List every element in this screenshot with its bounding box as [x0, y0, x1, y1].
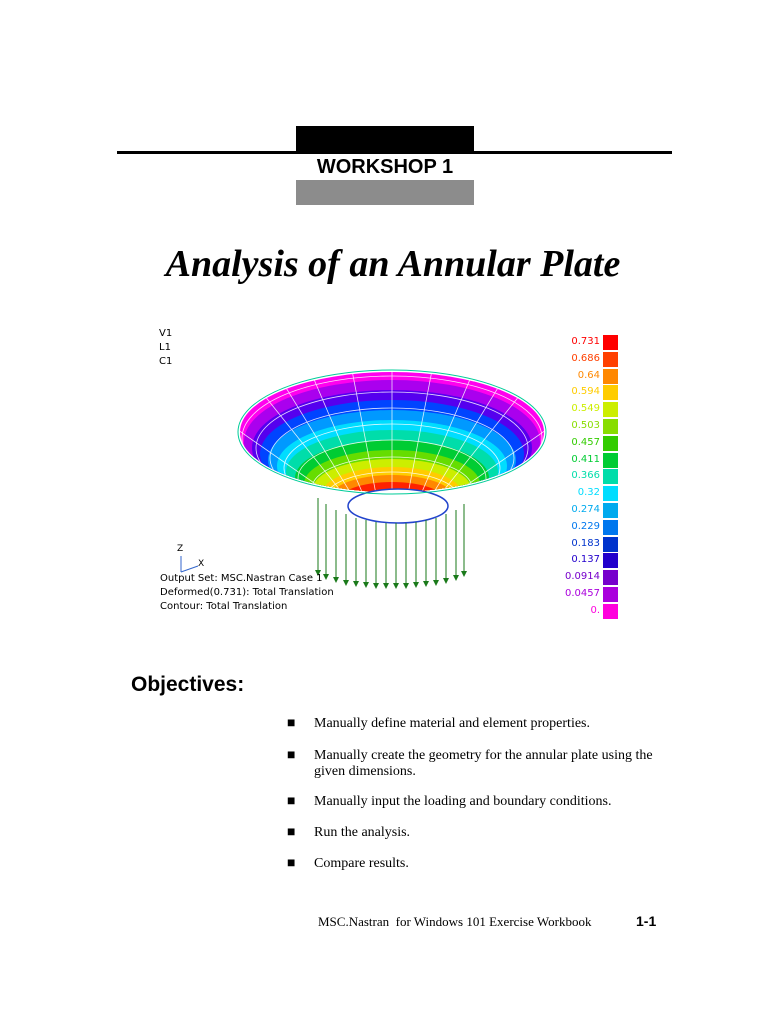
objective-text: Compare results.	[314, 856, 409, 871]
bullet-icon: ■	[287, 825, 296, 840]
objective-item	[287, 825, 687, 843]
legend-swatch	[603, 352, 618, 367]
legend-swatch	[603, 436, 618, 451]
legend-value: 0.32	[577, 487, 600, 498]
header-tab-block	[296, 126, 474, 152]
legend-value: 0.183	[571, 538, 600, 549]
objective-text: Manually define material and element properties.	[314, 716, 591, 731]
bullet-icon: ■	[287, 794, 296, 809]
legend-swatch	[603, 369, 618, 384]
objective-item	[287, 716, 687, 734]
legend-value: 0.137	[571, 554, 600, 565]
legend-value: 0.	[590, 605, 600, 616]
view-label-v: V1	[159, 328, 173, 339]
legend-value: 0.0914	[565, 571, 600, 582]
header-gray-bar	[296, 180, 474, 205]
legend-swatch	[603, 486, 618, 501]
legend-value: 0.457	[571, 437, 600, 448]
legend-swatch	[603, 587, 618, 602]
axis-x-label: X	[198, 559, 205, 569]
page-number: 1-1	[636, 913, 657, 929]
legend-value: 0.229	[571, 521, 600, 532]
bullet-icon: ■	[287, 748, 296, 763]
legend-value: 0.366	[571, 470, 600, 481]
deformed-line: Deformed(0.731): Total Translation	[160, 587, 334, 598]
legend-value: 0.686	[571, 353, 600, 364]
legend-swatch	[603, 402, 618, 417]
page-title: Analysis of an Annular Plate	[165, 243, 621, 285]
objective-text: Run the analysis.	[314, 825, 411, 840]
legend-swatch	[603, 604, 618, 619]
view-label-c: C1	[159, 356, 173, 367]
legend-swatch	[603, 335, 618, 350]
view-label-l: L1	[159, 342, 171, 353]
legend-swatch	[603, 520, 618, 535]
objective-item	[287, 748, 687, 782]
footer-book-title: MSC.Nastran for Windows 101 Exercise Workbook	[318, 914, 592, 929]
legend-value: 0.411	[571, 454, 600, 465]
legend-swatch	[603, 419, 618, 434]
objective-text: Manually input the loading and boundary conditions.	[314, 794, 612, 809]
bullet-icon: ■	[287, 856, 296, 871]
legend-value: 0.274	[571, 504, 600, 515]
axis-z-label: Z	[177, 544, 184, 554]
legend-value: 0.731	[571, 336, 600, 347]
output-set-line: Output Set: MSC.Nastran Case 1	[160, 573, 323, 584]
legend-swatch	[603, 453, 618, 468]
legend-swatch	[603, 469, 618, 484]
legend-swatch	[603, 570, 618, 585]
legend-value: 0.0457	[565, 588, 600, 599]
legend-value: 0.64	[577, 370, 600, 381]
legend-swatch	[603, 553, 618, 568]
legend-swatch	[603, 385, 618, 400]
bullet-icon: ■	[287, 716, 296, 731]
legend-swatch	[603, 503, 618, 518]
objective-item	[287, 794, 687, 812]
legend-value: 0.503	[571, 420, 600, 431]
legend-swatch	[603, 537, 618, 552]
workshop-label: WORKSHOP 1	[316, 156, 454, 178]
legend-value: 0.549	[571, 403, 600, 414]
objective-text: Manually create the geometry for the annular plate using the given dimensions.	[314, 748, 653, 779]
objective-item	[287, 856, 687, 874]
contour-line: Contour: Total Translation	[160, 601, 288, 612]
objectives-heading: Objectives:	[131, 673, 245, 696]
legend-value: 0.594	[571, 386, 600, 397]
